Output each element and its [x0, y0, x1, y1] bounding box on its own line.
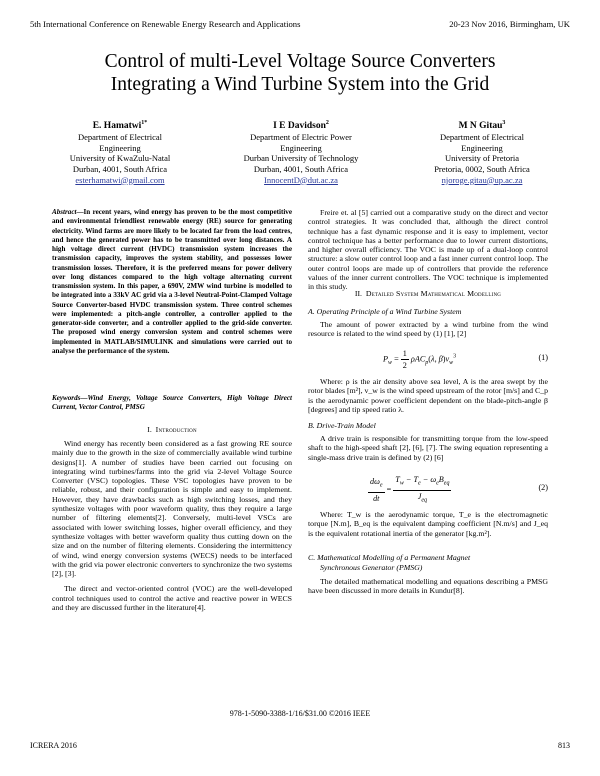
running-header-right: 20-23 Nov 2016, Birmingham, UK — [449, 19, 570, 29]
author-email-link[interactable]: njoroge.gitau@up.ac.za — [441, 174, 523, 185]
author-department-cont: Engineering — [99, 142, 141, 153]
paper-title-line-2: Integrating a Wind Turbine System into the Grid — [110, 74, 490, 95]
author-block-2 — [221, 117, 381, 185]
author-department-cont: Engineering — [280, 142, 322, 153]
paper-title-line-1: Control of multi-Level Voltage Source Converters — [104, 51, 496, 72]
subsection-c-body — [308, 577, 548, 596]
running-header-left: 5th International Conference on Renewable Energy Research and Applications — [30, 19, 301, 29]
author-email-link[interactable]: InnocentD@dut.ac.za — [264, 174, 338, 185]
subsection-c-paragraph: The detailed mathematical modelling and equations describing a PMSG have been discussed in more details in Kundur[8]. — [308, 577, 548, 596]
section-number: II. — [354, 289, 363, 298]
paper-title — [30, 50, 570, 96]
abstract-label: Abstract — [52, 208, 77, 216]
author-institution: University of KwaZulu-Natal — [69, 153, 171, 164]
subsection-b-intro — [308, 434, 548, 462]
author-department: Department of Electrical — [77, 132, 162, 143]
copyright-line: 978-1-5090-3388-1/16/$31.00 ©2016 IEEE — [229, 709, 371, 718]
conference-footer: ICRERA 2016 — [30, 741, 77, 750]
subsection-a-where — [308, 377, 548, 414]
author-department: Department of Electrical — [439, 132, 524, 143]
author-name: E. Hamatwi — [92, 121, 142, 132]
author-block-1 — [40, 117, 200, 185]
subsection-a-paragraph: The amount of power extracted by a wind turbine from the wind resource is related to the wind speed by (1) [1], [2] — [308, 320, 548, 339]
subsection-heading-c — [308, 553, 548, 573]
intro-paragraph-1: Wind energy has recently been considered as a fast growing RE source mainly due to the growth in the size of commercially available wind turbine designs[1]. A number of studies have been carried out focusing on integrating wind turbines/farms into the grid via 2-level Voltage Source Converter (VSC) topologies. These VSC topologies have proven to be reliable, robust, and their configuration is simple and easy to implement. However, they have drawbacks such as high switching losses, and they synthesize voltages with poor waveform quality, thus they require a large number of filtering elements[2]. Conversely, multi-level VSCs are associated with lower switching losses, higher overall efficiency, and they synthesize voltages with better waveform quality thus cutting down on the size and on the number of filtering elements. Considering the intermittency of wind, wind energy conversion systems (WECS) needs to be interfaced with the grid via power electronic converters to synchronize the two systems [2], [3]. — [52, 439, 292, 579]
abstract — [52, 208, 292, 356]
author-email-link[interactable]: esterhamatwi@gmail.com — [75, 174, 165, 185]
equation-2: $\frac{d\omega_e}{dt}$ = $\frac{T_w - T_e - \omega_eB_{eq}}{J_{eq}}$ (2) — [370, 475, 548, 504]
section-heading-introduction — [52, 425, 292, 435]
section-title: Detailed System Mathematical Modelling — [365, 289, 502, 298]
equation-1: $P_w$ = $\frac{1}{2}$ ρAC$_p$(λ, $\beta)v_w^3$ (1) — [383, 349, 548, 370]
author-department: Department of Electric Power — [250, 132, 352, 143]
equation-1-explanation: Where: ρ is the air density above sea level, A is the area swept by the rotor blades [m²], v_w is the wind speed upstream of the rotor [m/s] and C_p is the aerodynamic power coefficient dependent on the blade-pitch-angle β [degrees] and tip speed ratio λ. — [308, 377, 548, 414]
intro-body — [52, 439, 292, 612]
author-department-cont: Engineering — [461, 142, 503, 153]
section-number: I. — [147, 425, 152, 434]
equation-2-number: (2) — [538, 483, 548, 492]
right-column-body — [308, 208, 548, 292]
right-paragraph-1: Freire et. al [5] carried out a comparative study on the direct and vector control strategies. It was concluded that, although the direct control technique has a fast dynamic response and it is easy to implement, vector control technique has a better performance due to lower current distortions, and higher overall efficiency. The VOC is made up of a dual-loop control structure: a slow outer control loop and a fast inner current control loop. The outer control loops are made up of controllers that provide the reference values of the inner current controllers. The VOC technique is implemented in this study. — [308, 208, 548, 292]
subsection-heading-b: B. Drive-Train Model — [308, 421, 376, 430]
author-city: Durban, 4001, South Africa — [253, 163, 349, 174]
page-number: 813 — [558, 741, 570, 750]
author-institution: University of Pretoria — [444, 153, 520, 164]
author-institution: Durban University of Technology — [243, 153, 359, 164]
author-name: I E Davidson — [273, 121, 326, 132]
subsection-heading-c-line-2: Synchronous Generator (PMSG) — [320, 563, 423, 572]
author-city: Durban, 4001, South Africa — [72, 163, 168, 174]
keywords: Keywords—Wind Energy, Voltage Source Converters, High Voltage Direct Current, Vector Control, PMSG — [52, 394, 292, 412]
author-block-3 — [402, 117, 562, 185]
author-name: M N Gitau — [458, 121, 503, 132]
subsection-b-paragraph: A drive train is responsible for transmitting torque from the low-speed shaft to the high-speed shaft [2], [6], [7]. The swing equation representing a single-mass drive train is defined by (2) [6] — [308, 434, 548, 462]
equation-2-explanation: Where: T_w is the aerodynamic torque, T_e is the electromagnetic torque [N.m], B_eq is the equivalent damping coefficient [N.m/s] and J_eq is the equivalent rotational inertia of the generator [kg.m²]. — [308, 510, 548, 538]
subsection-heading-c-line-1: C. Mathematical Modelling of a Permanent Magnet — [308, 553, 471, 562]
section-heading-modelling — [308, 289, 548, 299]
section-title: Introduction — [155, 425, 197, 434]
author-affiliation-mark: 1* — [141, 120, 148, 126]
subsection-b-where — [308, 510, 548, 538]
intro-paragraph-2: The direct and vector-oriented control (VOC) are the well-developed control techniques used to control the active and reactive power in WECS and they are discussed further in the literature[4]. — [52, 584, 292, 613]
author-affiliation-mark: 3 — [502, 120, 506, 126]
author-city: Pretoria, 0002, South Africa — [434, 163, 530, 174]
equation-1-number: (1) — [538, 353, 548, 362]
subsection-heading-a: A. Operating Principle of a Wind Turbine System — [308, 307, 462, 316]
author-affiliation-mark: 2 — [325, 120, 329, 126]
abstract-text: —In recent years, wind energy has proven to be the most competitive and environmental friendliest renewable energy (RE) source for generating electricity. Wind farms are more likely to be located far from the load centres, and hence the generated power has to be transmitted over long distances. A high voltage direct current (HVDC) transmission system increases the transmission capacity, improves the system stability, and possesses lower transmission losses. Therefore, it is the preferred means for power delivery over long distances compared to the high voltage alternating current transmission system. In this paper, a 690V, 2MW wind turbine is modelled to be integrated into a 33kV AC grid via a 3-level Neutral-Point-Clamped Voltage Source Converter-based HVDC transmission system. Three control schemes were implemented: a pitch-angle controller, a controller applied to the generator-side converter, and a controller applied to the grid-side converter. The proposed wind energy conversion system and control schemes were implemented in MATLAB/SIMULINK and simulations were carried out to analyse the performance of the system. — [52, 208, 292, 355]
subsection-a-intro — [308, 320, 548, 339]
